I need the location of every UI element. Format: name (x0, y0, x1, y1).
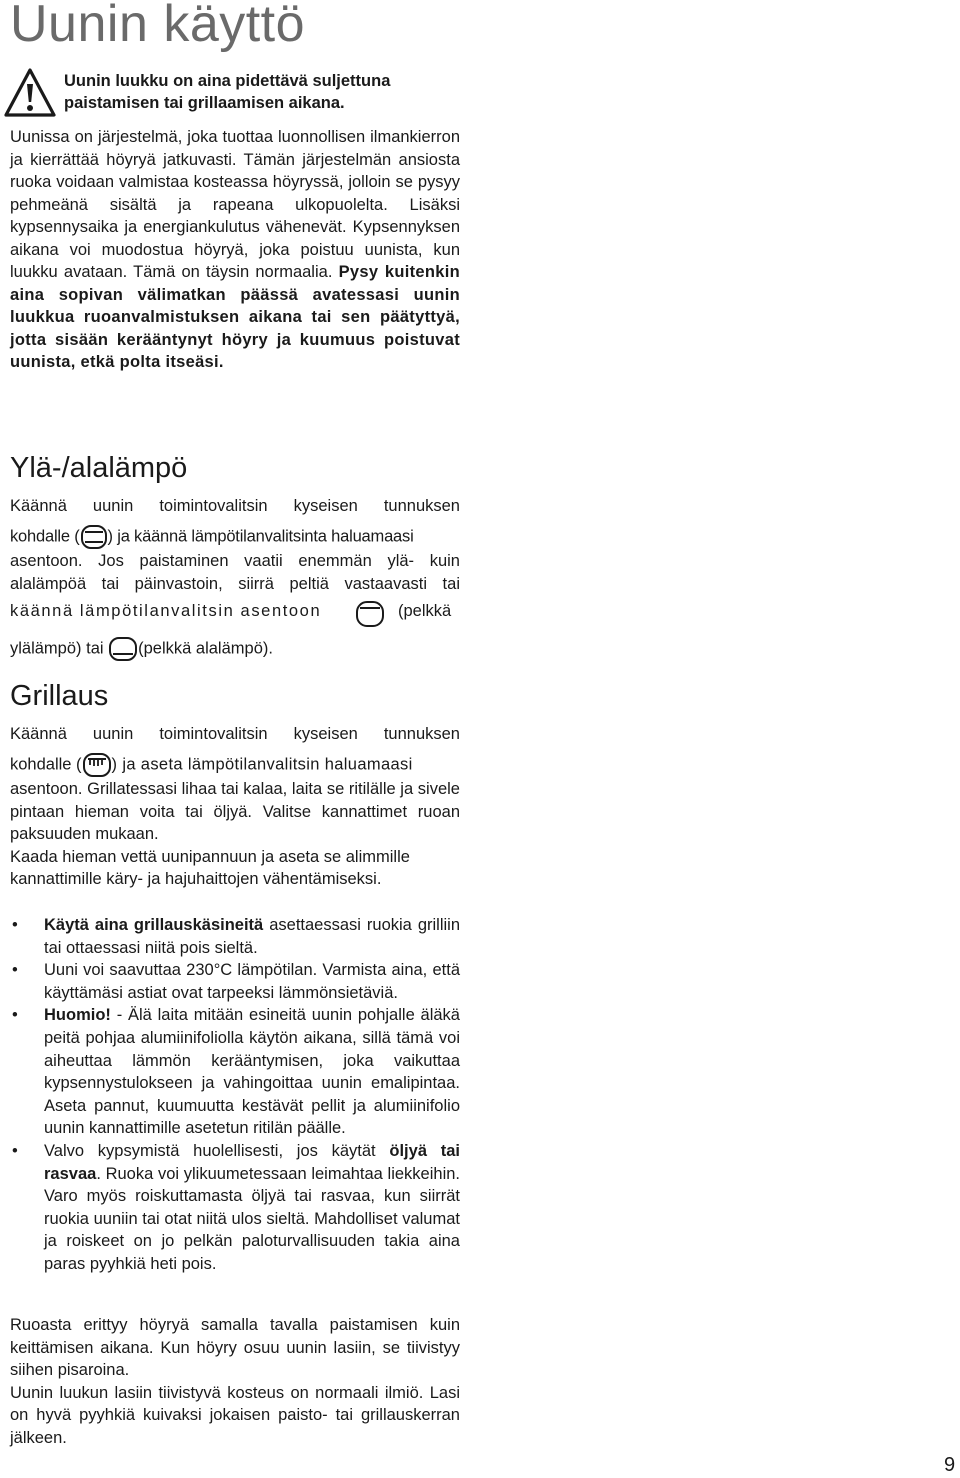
tb-line-5-post: (pelkkä (398, 602, 452, 620)
grill-icon (82, 752, 112, 778)
grill-line-2-post: ) ja aseta lämpötilanvalitsin haluamaasi (111, 755, 413, 774)
page-title: Uunin käyttö (10, 0, 306, 53)
list-item: • Huomio! - Älä laita mitään esineitä uunin pohjalle äläkä peitä pohjaa alumiinifoliolla käytön aikana, sillä tämä voi aiheuttaa lämmön kerääntymisen, joka vaikuttaa kypsennystulokseen ja vahingoittaa uunin emalipintaa. Aseta pannut, kuumuutta kestävät pellit ja alumiinifolio uunin kannattimille asetetun ritilän päälle. (12, 1006, 460, 1138)
list-item: • Valvo kypsymistä huolellisesti, jos käytät öljyä tai rasvaa. Ruoka voi ylikuumetessaan leimahtaa liekkeihin. Varo myös roiskuttamasta öljyä tai rasvaa, kun siirrät ruokia uuniin tai otat niitä ulos sieltä. Mahdolliset valumat ja roiskeet on jo pelkän paloturvallisuuden takia aina paras pyyhkiä heti pois. (12, 1141, 460, 1273)
warning-triangle-icon (4, 68, 56, 118)
grill-line-2-pre: kohdalle ( (10, 755, 82, 774)
tb-line-4: alalämpöä tai päinvastoin, siirrä peltiä vastaavasti tai (10, 575, 460, 593)
tb-line-2-post: ) ja käännä lämpötilanvalitsinta haluamaasi (107, 527, 414, 546)
tb-line-5 (10, 602, 321, 621)
closing-text-1: Ruoasta erittyy höyryä samalla tavalla paistamisen kuin keittämisen aikana. Kun höyry osuu uunin lasiin, se tiivistyy siihen pisaroina. (10, 1316, 460, 1379)
bullet-text: . Ruoka voi ylikuumetessaan leimahtaa liekkeihin. Varo myös roiskuttamasta öljyä tai rasvaa, kun siirrät ruokia uuniin tai otat niitä ulos sieltä. Mahdolliset valumat ja roiskeet on jo pelkän paloturvallisuuden takia aina paras pyyhkiä heti pois. (44, 1164, 460, 1273)
tb-line-2 (10, 524, 460, 550)
bullet-text: - Älä laita mitään esineitä uunin pohjalle äläkä peitä pohjaa alumiinifoliolla käytön aikana, sillä tämä voi aiheuttaa lämmön kerääntymisen, joka vaikuttaa kypsennystulokseen ja vahingoittaa uunin emalipintaa. Aseta pannut, kuumuutta kestävät pellit ja alumiinifolio uunin kannattimille asetetun ritilän päälle. (44, 1006, 460, 1138)
grill-line-2 (10, 752, 460, 778)
grill-paragraph (10, 778, 460, 891)
grill-text: asentoon. Grillatessasi lihaa tai kalaa, laita se ritilälle ja sivele pintaan hieman voita tai öljyä. Valitse kannattimet ruoan paksuuden mukaan. (10, 780, 460, 843)
intro-bold-text: Pysy kuitenkin aina sopivan välimatkan päässä avatessasi uunin luukkua ruoanvalmistuksen aikana tai sen päätyttyä, jotta sisään kerääntynyt höyry ja kuumuus poistuvat uunista, etkä polta itseäsi. (10, 263, 460, 371)
grill-line-1: Käännä uunin toimintovalitsin kyseisen tunnuksen (10, 725, 460, 743)
closing-text-2: Uunin luukun lasiin tiivistyvä kosteus on normaali ilmiö. Lasi on hyvä pyyhkiä kuivaksi jokaisen paisto- tai grillauskerran jälkeen. (10, 1383, 460, 1447)
tb-line-3: asentoon. Jos paistaminen vaatii enemmän ylä- kuin (10, 552, 460, 570)
bullet-list (10, 914, 460, 1276)
bullet-text: asettaessasi ruokia grilliin tai ottaessasi niitä pois sieltä. (44, 916, 461, 957)
tb-line-5-pre: käännä lämpötilanvalitsin asentoon (10, 602, 322, 620)
tb-line-2-pre: kohdalle ( (10, 527, 80, 546)
top-bottom-heat-icon (80, 524, 108, 550)
list-item: • Käytä aina grillauskäsineitä asettaessasi ruokia grilliin tai ottaessasi niitä pois sieltä. (12, 916, 461, 957)
list-item: • Uuni voi saavuttaa 230°C lämpötilan. Varmista aina, että käyttämäsi astiat ovat tarpeeksi lämmönsietäviä. (12, 961, 460, 1002)
tb-line-6-post: (pelkkä alalämpö). (138, 639, 273, 658)
top-heat-icon (355, 600, 385, 628)
heading-top-bottom-heat: Ylä-/alalämpö (10, 452, 188, 484)
grill-text-2: Kaada hieman vettä uunipannuun ja aseta se alimmille kannattimille käry- ja hajuhaittojen vähentämiseksi. (10, 847, 410, 888)
bullet-bold: Huomio! (44, 1006, 111, 1025)
bottom-heat-icon (108, 636, 138, 662)
warning-text: Uunin luukku on aina pidettävä suljettuna paistamisen tai grillaamisen aikana. (64, 72, 391, 112)
bullet-pre-text: Valvo kypsymistä huolellisesti, jos käytät (44, 1141, 390, 1160)
page-number: 9 (944, 1454, 956, 1476)
tb-line-6-pre: ylälämpö) tai (10, 639, 104, 658)
intro-paragraph (10, 126, 460, 374)
tb-line-1: Käännä uunin toimintovalitsin kyseisen tunnuksen (10, 497, 460, 515)
tb-line-6 (10, 636, 273, 662)
bullet-bold: Käytä aina grillauskäsineitä (44, 916, 264, 934)
bullet-text: Uuni voi saavuttaa 230°C lämpötilan. Varmista aina, että käyttämäsi astiat ovat tarpeeksi lämmönsietäviä. (44, 961, 460, 1002)
bullet-bold: öljyä tai rasvaa (44, 1141, 460, 1183)
closing-paragraph (10, 1314, 460, 1449)
intro-text: Uunissa on järjestelmä, joka tuottaa luonnollisen ilmankierron ja kierrättää höyryä jatkuvasti. Tämän järjestelmän ansiosta ruoka voidaan valmistaa kosteassa höyryssä, jolloin se pysyy pehmeänä sisältä ja rapeana ulkopuolelta. Lisäksi kypsennysaika ja energiankulutus vähenevät. Kypsennyksen aikana voi muodostua höyryä, joka poistuu uunista, kun luukku avataan. Tämä on täysin normaalia. (10, 128, 460, 281)
heading-grill: Grillaus (10, 680, 109, 712)
